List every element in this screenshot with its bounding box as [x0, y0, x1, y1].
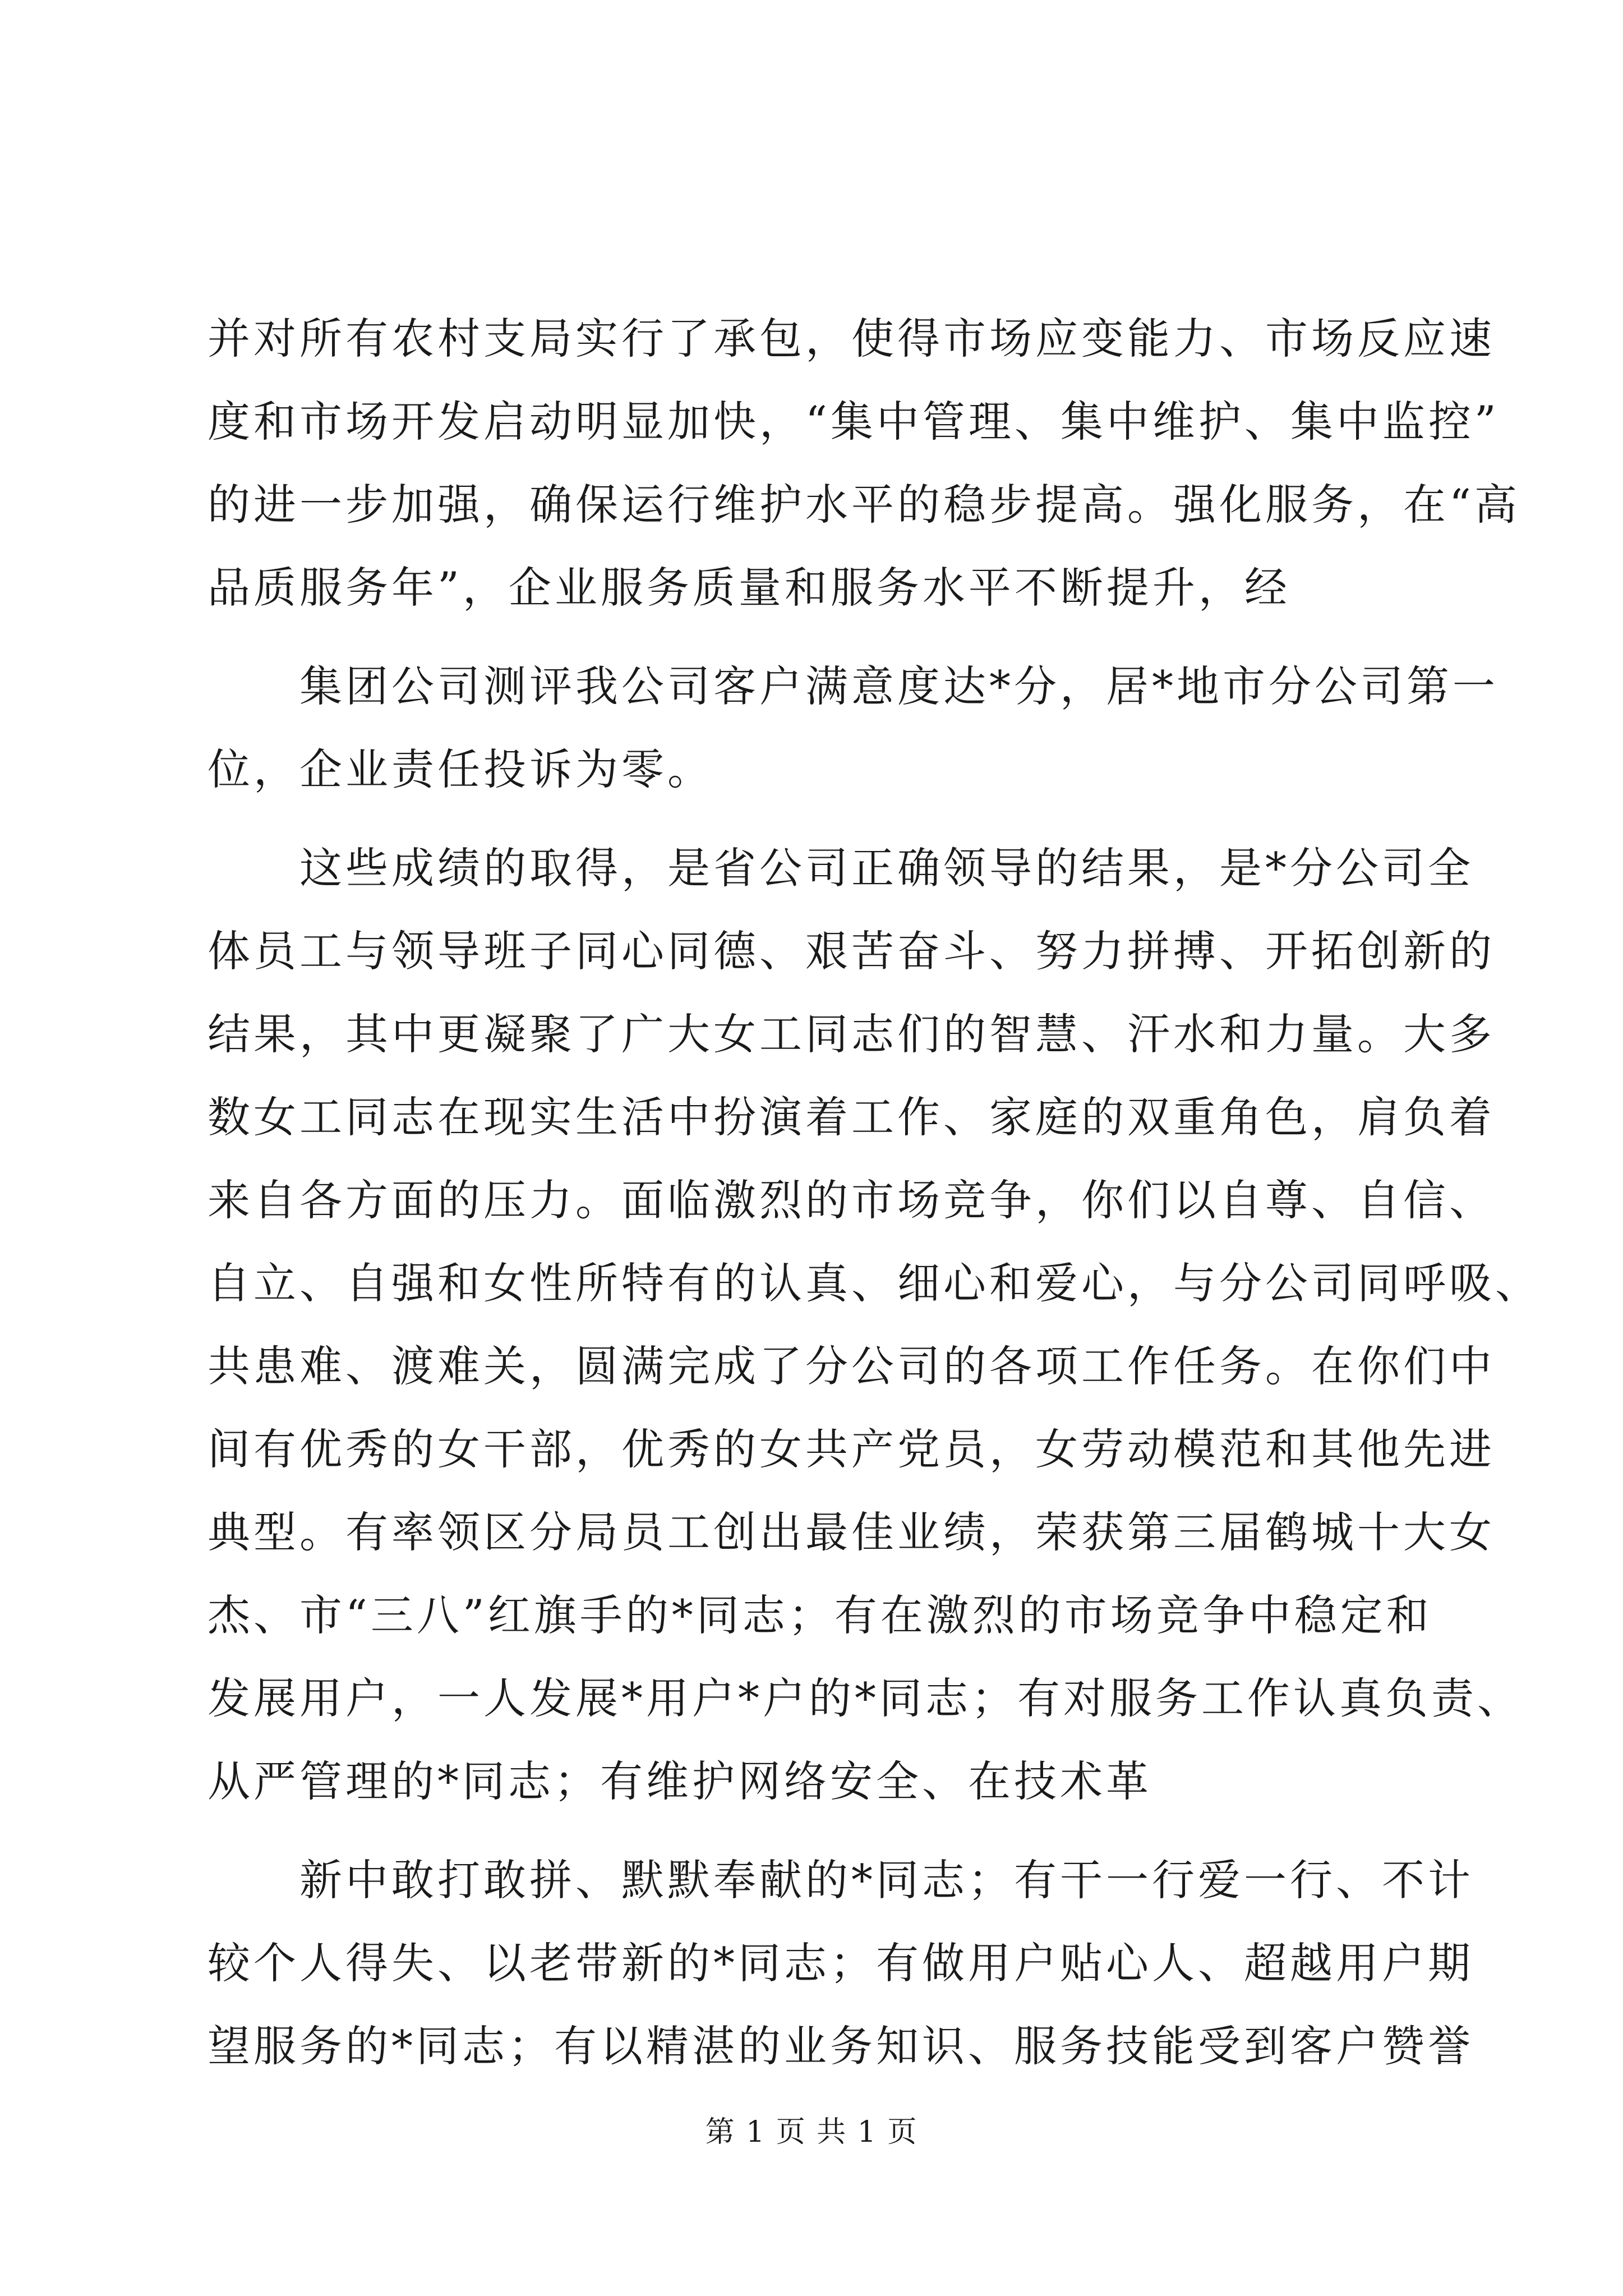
text-line: 数女工同志在现实生活中扮演着工作、家庭的双重角色，肩负着 [208, 1092, 1495, 1142]
text-line: 位，企业责任投诉为零。 [208, 744, 713, 794]
text-line: 度和市场开发启动明显加快，“集中管理、集中维护、集中监控” [208, 397, 1500, 447]
text-line: 这些成绩的取得，是省公司正确领导的结果，是*分公司全 [208, 843, 1474, 893]
text-line: 体员工与领导班子同心同德、艰苦奋斗、努力拼搏、开拓创新的 [208, 926, 1495, 976]
paragraph [208, 827, 1541, 1823]
paragraph-gap [208, 629, 1419, 645]
paragraph [208, 297, 1520, 629]
text-line: 自立、自强和女性所特有的认真、细心和爱心，与分公司同呼吸、 [208, 1258, 1541, 1308]
document-body [208, 297, 1541, 2088]
page-footer [0, 2108, 1623, 2150]
text-line: 结果，其中更凝聚了广大女工同志们的智慧、汗水和力量。大多 [208, 1009, 1495, 1059]
text-line: 间有优秀的女干部，优秀的女共产党员，女劳动模范和其他先进 [208, 1424, 1495, 1474]
paragraph-gap [208, 811, 1419, 827]
text-line: 的进一步加强，确保运行维护水平的稳步提高。强化服务，在“高 [208, 480, 1520, 530]
paragraph [208, 645, 1498, 811]
text-line: 从严管理的*同志；有维护网络安全、在技术革 [208, 1756, 1152, 1806]
text-line: 发展用户，一人发展*用户*户的*同志；有对服务工作认真负责、 [208, 1673, 1523, 1723]
text-line: 来自各方面的压力。面临激烈的市场竞争，你们以自尊、自信、 [208, 1175, 1495, 1225]
text-line: 集团公司测评我公司客户满意度达*分，居*地市分公司第一 [208, 661, 1498, 711]
paragraph [208, 1839, 1474, 2088]
paragraph-gap [208, 1823, 1419, 1839]
text-line: 品质服务年”，企业服务质量和服务水平不断提升，经 [208, 563, 1290, 613]
text-line: 共患难、渡难关，圆满完成了分公司的各项工作任务。在你们中 [208, 1341, 1495, 1391]
text-line: 并对所有农村支局实行了承包，使得市场应变能力、市场反应速 [208, 314, 1495, 364]
text-line: 典型。有率领区分局员工创出最佳业绩，荣获第三届鹤城十大女 [208, 1507, 1495, 1557]
text-line: 杰、市“三八”红旗手的*同志；有在激烈的市场竞争中稳定和 [208, 1590, 1432, 1640]
text-line: 望服务的*同志；有以精湛的业务知识、服务技能受到客户赞誉 [208, 2021, 1474, 2071]
text-line: 较个人得失、以老带新的*同志；有做用户贴心人、超越用户期 [208, 1938, 1474, 1988]
page-number-label: 第 1 页 共 1 页 [705, 2115, 918, 2149]
text-line: 新中敢打敢拼、默默奉献的*同志；有干一行爱一行、不计 [208, 1855, 1474, 1905]
